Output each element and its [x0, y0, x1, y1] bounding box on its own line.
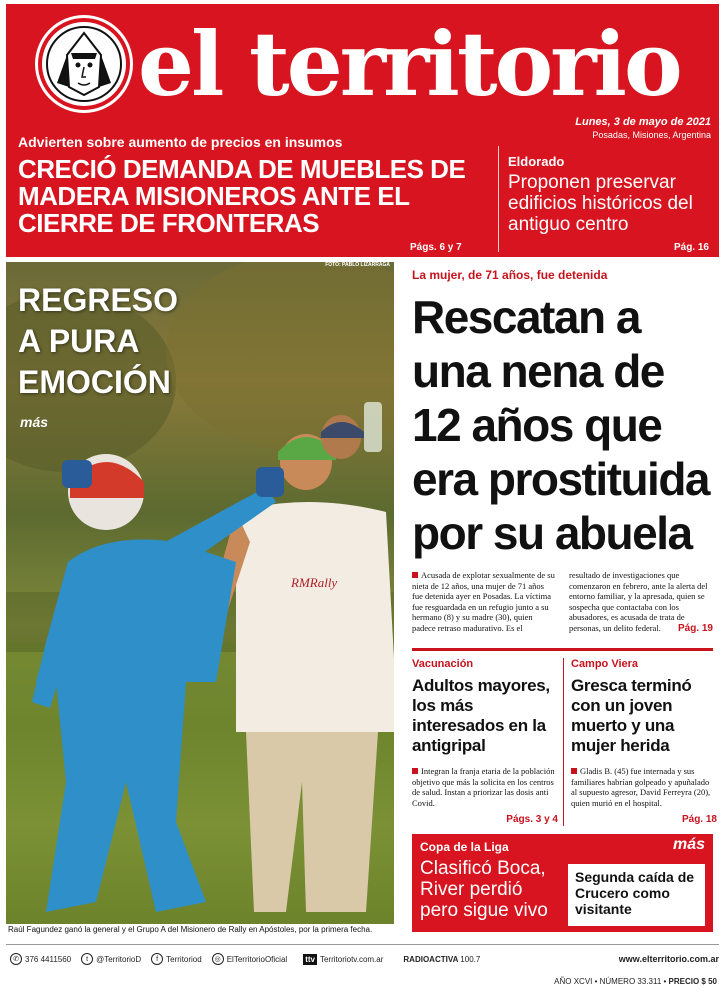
twitter-handle: @TerritorioD: [96, 954, 142, 964]
photo-credit: FOTO: PABLO LIZARRAGA: [325, 262, 390, 268]
lead-right-headline[interactable]: Proponen preservar edificios históricos del antiguo centro: [508, 172, 693, 235]
bullet-icon: [571, 768, 577, 774]
photo-headline-line: A PURA: [18, 323, 140, 359]
issue-info: [554, 977, 717, 986]
column-divider: [563, 658, 564, 826]
bullet-icon: [412, 572, 418, 578]
main-story-kicker: La mujer, de 71 años, fue detenida: [412, 268, 608, 282]
story-body: [571, 766, 717, 808]
issue-price: PRECIO $ 50: [668, 977, 717, 986]
radio-name: RADIOACTIVA: [403, 954, 459, 964]
story-kicker: Vacunación: [412, 658, 474, 670]
footer-bar: [10, 951, 719, 967]
main-story-body: [412, 570, 712, 633]
cover-photo[interactable]: [6, 262, 394, 924]
lead-left-kicker: Advierten sobre aumento de precios en insumos: [18, 134, 343, 150]
story-headline[interactable]: Gresca terminó con un joven muerto y una mujer herida: [571, 676, 692, 755]
shirt-logo: RMRally: [291, 575, 338, 590]
photo-caption: Raúl Fagundez ganó la general y el Grupo A del Misionero de Rally en Apóstoles, por la primera fecha.: [8, 925, 373, 934]
footer-website[interactable]: www.elterritorio.com.ar: [618, 954, 719, 964]
story-kicker: Campo Viera: [571, 658, 639, 670]
newspaper-title: el territorio: [138, 12, 680, 116]
newspaper-logo-icon: [38, 18, 130, 110]
story-text: Gladis B. (45) fue internada y sus familiares habrían golpeado y apuñalado al supuesto agresor, David Ferreyra (20), quien murió en el hospital.: [571, 766, 711, 808]
lead-left-pages: Págs. 6 y 7: [410, 242, 462, 253]
section-rule: [412, 648, 713, 651]
photo-headline-line: REGRESO: [18, 282, 179, 318]
main-story-pages: Pág. 19: [677, 623, 713, 634]
instagram-icon: ◎: [212, 953, 224, 965]
whatsapp-icon: ✆: [10, 953, 22, 965]
story-headline[interactable]: Adultos mayores, los más interesados en la antigripal: [412, 676, 550, 755]
footer-phone[interactable]: [10, 953, 71, 965]
story-campo-viera[interactable]: [571, 658, 717, 825]
edition-date: Lunes, 3 de mayo de 2021: [575, 116, 711, 128]
edition-place: Posadas, Misiones, Argentina: [592, 130, 711, 140]
phone-number: 376 4411560: [25, 954, 72, 964]
radio-frequency: 100.7: [460, 954, 481, 964]
masthead: [6, 4, 719, 257]
footer-twitter[interactable]: [81, 953, 141, 965]
main-story-text: Acusada de explotar sexualmente de su nieta de 12 años, una mujer de 71 años fue detenida ayer en Posadas. La víctima fue resguardada en un refugio junto a su hermano (8) y su madre (30), quien padece retraso madurativo. Es el resultado de investigaciones que comenzaron en febrero, ante la alerta del entorno familiar, y la apresada, quien se sospecha que contactaba con los abusadores, es acusada de trata de personas, un delito federal.: [412, 570, 708, 633]
copa-headline[interactable]: Clasificó Boca, River perdió pero sigue vivo: [420, 858, 548, 921]
instagram-handle: ElTerritorioOficial: [226, 954, 288, 964]
copa-inset-headline[interactable]: Segunda caída de Crucero como visitante: [568, 864, 705, 926]
story-vacunacion[interactable]: [412, 658, 558, 825]
lead-left-headline[interactable]: CRECIÓ DEMANDA DE MUEBLES DE MADERA MISIONEROS ANTE EL CIERRE DE FRONTERAS: [18, 154, 466, 238]
issue-number: AÑO XCVI • NÚMERO 33.311 •: [554, 977, 667, 986]
facebook-icon: f: [151, 953, 163, 965]
footer-facebook[interactable]: [151, 953, 202, 965]
lead-right-pages: Pág. 16: [673, 242, 709, 253]
photo-headline-line: EMOCIÓN: [18, 364, 171, 400]
photo-headline[interactable]: [18, 280, 178, 403]
story-body: [412, 766, 558, 808]
main-story-headline[interactable]: Rescatan a una nena de 12 años que era prostituida por su abuela: [412, 291, 710, 559]
tv-badge-icon: ttv: [305, 954, 315, 964]
twitter-icon: t: [81, 953, 93, 965]
bullet-icon: [412, 768, 418, 774]
tv-site: Territoriotv.com.ar: [319, 954, 384, 964]
facebook-handle: Territoriod: [166, 954, 202, 964]
masthead-divider: [498, 146, 499, 252]
mas-section-logo: más: [20, 414, 49, 430]
copa-kicker: Copa de la Liga: [420, 840, 509, 854]
copa-de-la-liga-box[interactable]: [412, 834, 713, 932]
story-text: Integran la franja etaria de la población objetivo que más la solicita en los centros de salud. Instan a priorizar las dosis anti Covid.: [412, 766, 555, 808]
story-pages: Págs. 3 y 4: [506, 814, 558, 825]
mas-section-logo: más: [672, 836, 705, 853]
story-pages: Pág. 18: [681, 814, 717, 825]
footer-instagram[interactable]: [212, 953, 287, 965]
footer-tv[interactable]: [303, 954, 383, 965]
lead-right-kicker: Eldorado: [508, 154, 565, 169]
footer-radio[interactable]: [403, 955, 480, 964]
footer-rule: [6, 944, 719, 945]
